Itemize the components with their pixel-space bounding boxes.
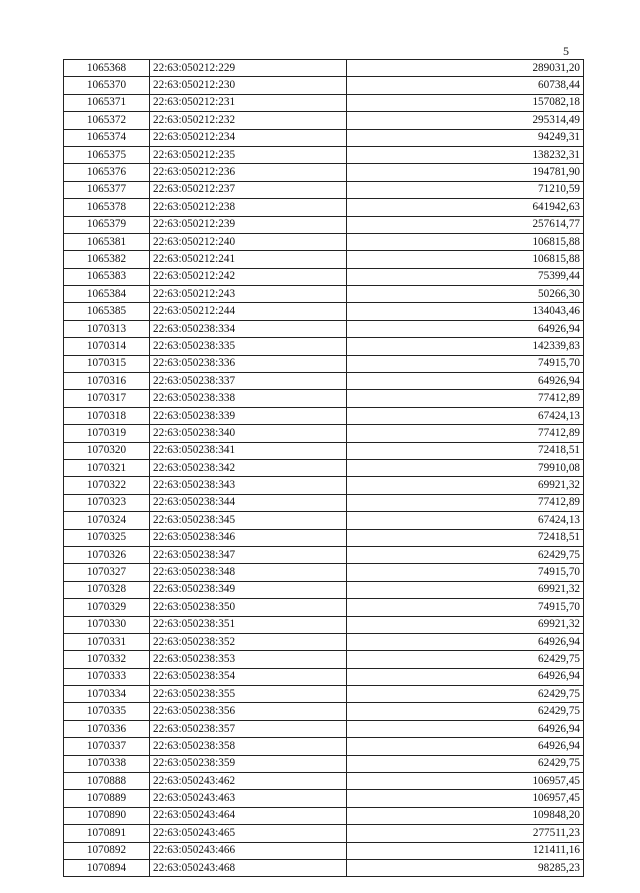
object-id-cell: 1070322 (64, 477, 150, 494)
object-id-cell: 1070890 (64, 807, 150, 824)
cadastral-number-cell: 22:63:050243:464 (150, 807, 347, 824)
cadastral-value-cell: 106957,45 (347, 773, 584, 790)
object-id-cell: 1070329 (64, 599, 150, 616)
cadastral-number-cell: 22:63:050212:234 (150, 129, 347, 146)
object-id-cell: 1065382 (64, 251, 150, 268)
object-id-cell: 1065372 (64, 112, 150, 129)
cadastral-number-cell: 22:63:050212:236 (150, 164, 347, 181)
cadastral-number-cell: 22:63:050212:238 (150, 199, 347, 216)
registry-table (63, 59, 584, 877)
cadastral-number-cell: 22:63:050243:466 (150, 842, 347, 859)
cadastral-number-cell: 22:63:050238:352 (150, 633, 347, 650)
table-row (64, 564, 584, 581)
object-id-cell: 1070336 (64, 720, 150, 737)
object-id-cell: 1070333 (64, 668, 150, 685)
table-row (64, 842, 584, 859)
cadastral-value-cell: 106815,88 (347, 233, 584, 250)
cadastral-value-cell: 62429,75 (347, 686, 584, 703)
table-row (64, 477, 584, 494)
cadastral-number-cell: 22:63:050238:342 (150, 459, 347, 476)
cadastral-number-cell: 22:63:050212:244 (150, 303, 347, 320)
cadastral-value-cell: 74915,70 (347, 564, 584, 581)
cadastral-value-cell: 157082,18 (347, 94, 584, 111)
object-id-cell: 1070337 (64, 738, 150, 755)
cadastral-number-cell: 22:63:050212:240 (150, 233, 347, 250)
cadastral-number-cell: 22:63:050238:350 (150, 599, 347, 616)
table-row (64, 77, 584, 94)
object-id-cell: 1065375 (64, 146, 150, 163)
object-id-cell: 1065381 (64, 233, 150, 250)
cadastral-value-cell: 69921,32 (347, 477, 584, 494)
cadastral-value-cell: 67424,13 (347, 512, 584, 529)
cadastral-value-cell: 194781,90 (347, 164, 584, 181)
cadastral-value-cell: 106957,45 (347, 790, 584, 807)
object-id-cell: 1065377 (64, 181, 150, 198)
object-id-cell: 1070330 (64, 616, 150, 633)
cadastral-value-cell: 121411,16 (347, 842, 584, 859)
cadastral-number-cell: 22:63:050243:463 (150, 790, 347, 807)
object-id-cell: 1070332 (64, 651, 150, 668)
cadastral-value-cell: 64926,94 (347, 668, 584, 685)
cadastral-value-cell: 74915,70 (347, 355, 584, 372)
table-row (64, 546, 584, 563)
table-body (64, 60, 584, 877)
table-row (64, 599, 584, 616)
object-id-cell: 1070315 (64, 355, 150, 372)
cadastral-value-cell: 295314,49 (347, 112, 584, 129)
cadastral-number-cell: 22:63:050212:230 (150, 77, 347, 94)
cadastral-number-cell: 22:63:050212:229 (150, 60, 347, 77)
cadastral-value-cell: 257614,77 (347, 216, 584, 233)
object-id-cell: 1070314 (64, 338, 150, 355)
table-row (64, 338, 584, 355)
cadastral-value-cell: 50266,30 (347, 286, 584, 303)
object-id-cell: 1070888 (64, 773, 150, 790)
cadastral-number-cell: 22:63:050238:359 (150, 755, 347, 772)
table-row (64, 529, 584, 546)
table-row (64, 216, 584, 233)
cadastral-value-cell: 72418,51 (347, 442, 584, 459)
cadastral-number-cell: 22:63:050238:339 (150, 407, 347, 424)
table-row (64, 146, 584, 163)
cadastral-number-cell: 22:63:050238:348 (150, 564, 347, 581)
table-row (64, 94, 584, 111)
cadastral-number-cell: 22:63:050238:338 (150, 390, 347, 407)
table-row (64, 251, 584, 268)
cadastral-value-cell: 71210,59 (347, 181, 584, 198)
object-id-cell: 1070331 (64, 633, 150, 650)
cadastral-number-cell: 22:63:050238:334 (150, 320, 347, 337)
table-row (64, 807, 584, 824)
table-row (64, 112, 584, 129)
table-row (64, 60, 584, 77)
object-id-cell: 1070326 (64, 546, 150, 563)
table-row (64, 442, 584, 459)
object-id-cell: 1070327 (64, 564, 150, 581)
cadastral-value-cell: 62429,75 (347, 755, 584, 772)
cadastral-number-cell: 22:63:050212:237 (150, 181, 347, 198)
cadastral-value-cell: 106815,88 (347, 251, 584, 268)
table-row (64, 199, 584, 216)
cadastral-value-cell: 72418,51 (347, 529, 584, 546)
cadastral-value-cell: 94249,31 (347, 129, 584, 146)
table-row (64, 720, 584, 737)
table-row (64, 755, 584, 772)
cadastral-number-cell: 22:63:050238:358 (150, 738, 347, 755)
cadastral-number-cell: 22:63:050238:357 (150, 720, 347, 737)
object-id-cell: 1070316 (64, 373, 150, 390)
object-id-cell: 1070318 (64, 407, 150, 424)
cadastral-number-cell: 22:63:050243:465 (150, 825, 347, 842)
object-id-cell: 1065384 (64, 286, 150, 303)
cadastral-number-cell: 22:63:050243:468 (150, 859, 347, 876)
table-row (64, 512, 584, 529)
cadastral-value-cell: 77412,89 (347, 390, 584, 407)
object-id-cell: 1065370 (64, 77, 150, 94)
table-row (64, 425, 584, 442)
table-row (64, 686, 584, 703)
table-row (64, 390, 584, 407)
cadastral-number-cell: 22:63:050238:355 (150, 686, 347, 703)
cadastral-number-cell: 22:63:050238:353 (150, 651, 347, 668)
object-id-cell: 1070335 (64, 703, 150, 720)
object-id-cell: 1070323 (64, 494, 150, 511)
cadastral-value-cell: 64926,94 (347, 320, 584, 337)
cadastral-value-cell: 60738,44 (347, 77, 584, 94)
cadastral-number-cell: 22:63:050238:351 (150, 616, 347, 633)
cadastral-number-cell: 22:63:050212:243 (150, 286, 347, 303)
cadastral-number-cell: 22:63:050238:344 (150, 494, 347, 511)
object-id-cell: 1070338 (64, 755, 150, 772)
table-row (64, 320, 584, 337)
table-row (64, 181, 584, 198)
object-id-cell: 1065385 (64, 303, 150, 320)
table-row (64, 703, 584, 720)
object-id-cell: 1070319 (64, 425, 150, 442)
page-number: 5 (563, 44, 569, 58)
cadastral-value-cell: 69921,32 (347, 581, 584, 598)
table-row (64, 286, 584, 303)
cadastral-value-cell: 74915,70 (347, 599, 584, 616)
cadastral-value-cell: 277511,23 (347, 825, 584, 842)
object-id-cell: 1070891 (64, 825, 150, 842)
cadastral-value-cell: 77412,89 (347, 425, 584, 442)
object-id-cell: 1070320 (64, 442, 150, 459)
cadastral-value-cell: 77412,89 (347, 494, 584, 511)
table-row (64, 581, 584, 598)
cadastral-number-cell: 22:63:050243:462 (150, 773, 347, 790)
cadastral-value-cell: 64926,94 (347, 633, 584, 650)
cadastral-number-cell: 22:63:050212:242 (150, 268, 347, 285)
cadastral-number-cell: 22:63:050238:336 (150, 355, 347, 372)
table-row (64, 303, 584, 320)
table-row (64, 668, 584, 685)
cadastral-number-cell: 22:63:050212:239 (150, 216, 347, 233)
cadastral-value-cell: 289031,20 (347, 60, 584, 77)
cadastral-number-cell: 22:63:050238:337 (150, 373, 347, 390)
table-row (64, 738, 584, 755)
cadastral-value-cell: 64926,94 (347, 720, 584, 737)
object-id-cell: 1065376 (64, 164, 150, 181)
object-id-cell: 1070328 (64, 581, 150, 598)
cadastral-value-cell: 67424,13 (347, 407, 584, 424)
cadastral-value-cell: 62429,75 (347, 546, 584, 563)
object-id-cell: 1065374 (64, 129, 150, 146)
cadastral-number-cell: 22:63:050238:341 (150, 442, 347, 459)
cadastral-value-cell: 134043,46 (347, 303, 584, 320)
cadastral-number-cell: 22:63:050238:335 (150, 338, 347, 355)
object-id-cell: 1070892 (64, 842, 150, 859)
table-row (64, 633, 584, 650)
table-row (64, 164, 584, 181)
table-row (64, 407, 584, 424)
object-id-cell: 1070325 (64, 529, 150, 546)
cadastral-number-cell: 22:63:050238:354 (150, 668, 347, 685)
cadastral-number-cell: 22:63:050238:345 (150, 512, 347, 529)
object-id-cell: 1070889 (64, 790, 150, 807)
table-row (64, 129, 584, 146)
object-id-cell: 1070894 (64, 859, 150, 876)
table-row (64, 494, 584, 511)
cadastral-value-cell: 641942,63 (347, 199, 584, 216)
object-id-cell: 1065371 (64, 94, 150, 111)
object-id-cell: 1065383 (64, 268, 150, 285)
table-row (64, 373, 584, 390)
cadastral-number-cell: 22:63:050212:232 (150, 112, 347, 129)
cadastral-number-cell: 22:63:050212:231 (150, 94, 347, 111)
object-id-cell: 1070324 (64, 512, 150, 529)
cadastral-value-cell: 109848,20 (347, 807, 584, 824)
object-id-cell: 1065379 (64, 216, 150, 233)
cadastral-value-cell: 98285,23 (347, 859, 584, 876)
cadastral-value-cell: 64926,94 (347, 738, 584, 755)
cadastral-value-cell: 79910,08 (347, 459, 584, 476)
cadastral-number-cell: 22:63:050238:343 (150, 477, 347, 494)
object-id-cell: 1065378 (64, 199, 150, 216)
table-row (64, 355, 584, 372)
object-id-cell: 1070317 (64, 390, 150, 407)
table-row (64, 268, 584, 285)
cadastral-value-cell: 142339,83 (347, 338, 584, 355)
table-row (64, 616, 584, 633)
object-id-cell: 1070334 (64, 686, 150, 703)
cadastral-number-cell: 22:63:050238:346 (150, 529, 347, 546)
object-id-cell: 1070321 (64, 459, 150, 476)
cadastral-value-cell: 62429,75 (347, 703, 584, 720)
table-row (64, 651, 584, 668)
table-row (64, 825, 584, 842)
cadastral-value-cell: 138232,31 (347, 146, 584, 163)
cadastral-value-cell: 62429,75 (347, 651, 584, 668)
cadastral-number-cell: 22:63:050238:340 (150, 425, 347, 442)
cadastral-value-cell: 64926,94 (347, 373, 584, 390)
cadastral-value-cell: 69921,32 (347, 616, 584, 633)
table-row (64, 233, 584, 250)
table-row (64, 773, 584, 790)
cadastral-number-cell: 22:63:050238:347 (150, 546, 347, 563)
object-id-cell: 1065368 (64, 60, 150, 77)
table-row (64, 459, 584, 476)
cadastral-number-cell: 22:63:050238:356 (150, 703, 347, 720)
cadastral-value-cell: 75399,44 (347, 268, 584, 285)
table-row (64, 859, 584, 876)
cadastral-number-cell: 22:63:050212:235 (150, 146, 347, 163)
table-row (64, 790, 584, 807)
object-id-cell: 1070313 (64, 320, 150, 337)
cadastral-number-cell: 22:63:050238:349 (150, 581, 347, 598)
cadastral-number-cell: 22:63:050212:241 (150, 251, 347, 268)
